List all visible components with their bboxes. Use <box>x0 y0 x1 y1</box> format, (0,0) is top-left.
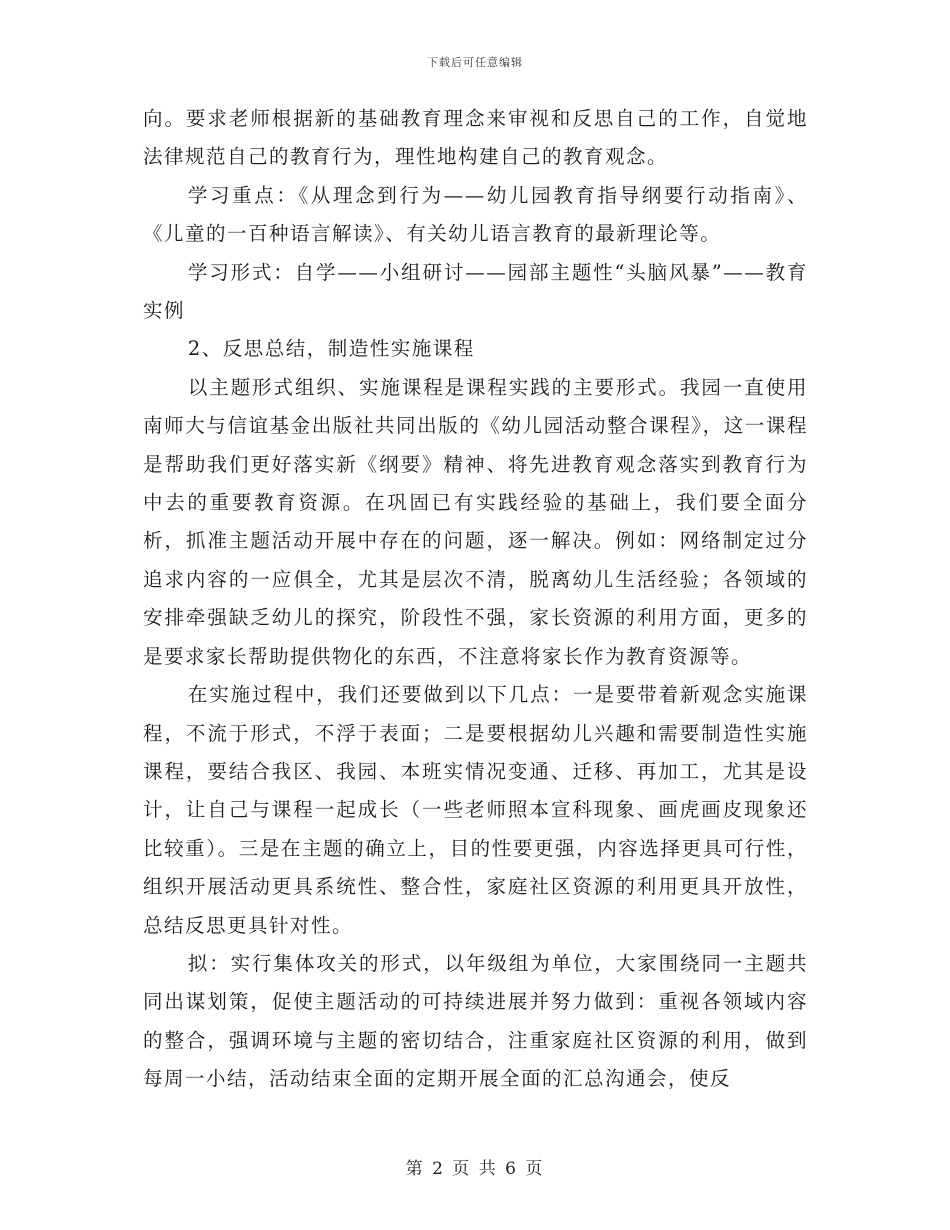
paragraph-1: 向。要求老师根据新的基础教育理念来审视和反思自己的工作，自觉地法律规范自己的教育行为，理性地构建自己的教育观念。 <box>143 107 808 169</box>
paragraph-2: 学习重点：《从理念到行为——幼儿园教育指导纲要行动指南》、《儿童的一百种语言解读》、有关幼儿语言教育的最新理论等。 <box>143 183 808 246</box>
paragraph-4: 2、反思总结，制造性实施课程 <box>187 337 475 361</box>
footer-middle: 页 共 <box>452 1159 498 1179</box>
paragraph-3: 学习形式：自学——小组研讨——园部主题性“头脑风暴”——教育实例 <box>143 260 808 323</box>
footer-total-pages: 6 <box>505 1159 518 1179</box>
footer-page-number: 2 <box>432 1159 445 1179</box>
footer-suffix: 页 <box>525 1159 545 1179</box>
paragraph-7: 拟：实行集体攻关的形式，以年级组为单位，大家围绕同一主题共同出谋划策，促使主题活动的可持续进展并努力做到：重视各领域内容的整合，强调环境与主题的密切结合，注重家庭社区资源的利用，做到每周一小结，活动结束全面的定期开展全面的汇总沟通会，使反 <box>143 951 808 1091</box>
page-footer <box>0 1154 950 1179</box>
paragraph-5: 以主题形式组织、实施课程是课程实践的主要形式。我园一直使用南师大与信谊基金出版社共同出版的《幼儿园活动整合课程》，这一课程是帮助我们更好落实新《纲要》精神、将先进教育观念落实到教育行为中去的重要教育资源。在巩固已有实践经验的基础上，我们要全面分析，抓准主题活动开展中存在的问题，逐一解决。例如：网络制定过分追求内容的一应俱全，尤其是层次不清，脱离幼儿生活经验；各领域的安排牵强缺乏幼儿的探究，阶段性不强，家长资源的利用方面，更多的是要求家长帮助提供物化的东西，不注意将家长作为教育资源等。 <box>143 375 808 668</box>
footer-prefix: 第 <box>405 1159 425 1179</box>
paragraph-6: 在实施过程中，我们还要做到以下几点：一是要带着新观念实施课程，不流于形式，不浮于表面；二是要根据幼儿兴趣和需要制造性实施课程，要结合我区、我园、本班实情况变通、迁移、再加工，尤其是设计，让自己与课程一起成长（一些老师照本宣科现象、画虎画皮现象还比较重）。三是在主题的确立上，目的性要更强，内容选择更具可行性，组织开展活动更具系统性、整合性，家庭社区资源的利用更具开放性，总结反思更具针对性。 <box>143 683 808 937</box>
document-body <box>143 100 808 1099</box>
page-header: 下载后可任意编辑 <box>427 56 523 69</box>
